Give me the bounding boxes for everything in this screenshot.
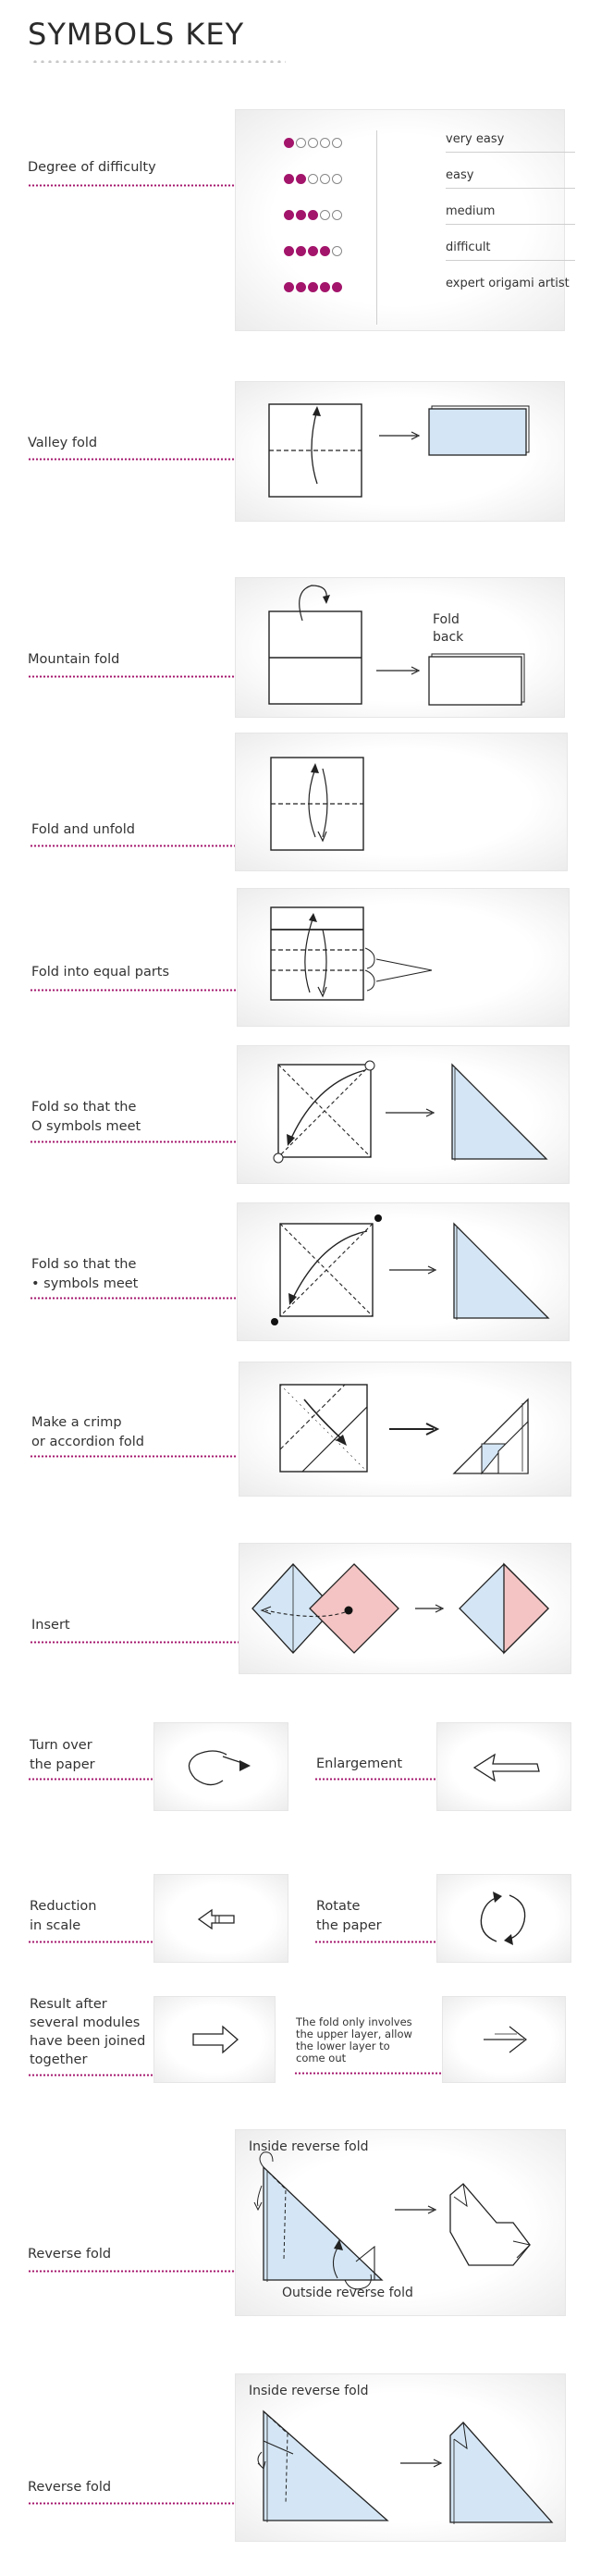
enlargement-label: Enlargement	[316, 1756, 403, 1771]
filled-dot-icon	[296, 210, 306, 220]
difficulty-row-rule	[446, 152, 575, 153]
turn-over-icon	[154, 1723, 288, 1810]
circle-meet-label-line1: Fold so that the	[31, 1100, 137, 1115]
dot-meet-diagram	[238, 1203, 569, 1340]
filled-dot-icon	[296, 246, 306, 256]
reverse-fold-1-underline	[28, 2270, 235, 2273]
result-label-line4: together	[30, 2052, 88, 2067]
difficulty-level-text: difficult	[446, 240, 491, 254]
crimp-underline	[30, 1455, 237, 1458]
filled-dot-icon	[320, 282, 330, 292]
insert-underline	[30, 1641, 239, 1644]
dot-meet-underline	[30, 1297, 237, 1300]
reduction-panel	[153, 1874, 288, 1963]
difficulty-row	[284, 277, 570, 295]
empty-dot-icon	[320, 138, 330, 148]
crimp-diagram	[239, 1362, 570, 1496]
difficulty-dots	[284, 170, 344, 188]
difficulty-row	[284, 168, 570, 187]
rotate-panel	[436, 1874, 571, 1963]
crimp-label-line2: or accordion fold	[31, 1435, 144, 1449]
difficulty-row	[284, 204, 570, 223]
circle-meet-panel	[237, 1045, 570, 1184]
difficulty-row-rule	[446, 224, 575, 225]
filled-dot-icon	[296, 174, 306, 184]
empty-dot-icon	[296, 138, 306, 148]
rotate-icon	[437, 1875, 570, 1962]
valley-fold-label: Valley fold	[28, 436, 98, 450]
filled-dot-icon	[308, 246, 318, 256]
empty-dot-icon	[332, 138, 342, 148]
reverse-fold-1-diagram	[236, 2130, 565, 2315]
mountain-fold-underline	[28, 675, 235, 678]
reduction-label-line1: Reduction	[30, 1899, 97, 1914]
crimp-label-line1: Make a crimp	[31, 1415, 122, 1430]
filled-dot-icon	[332, 282, 342, 292]
enlargement-panel	[436, 1722, 571, 1811]
result-panel	[153, 1996, 276, 2083]
upper-layer-icon	[443, 1997, 565, 2082]
empty-dot-icon	[332, 174, 342, 184]
turn-over-underline	[28, 1778, 153, 1781]
difficulty-level-text: easy	[446, 168, 474, 182]
fold-unfold-underline	[30, 844, 237, 847]
insert-label: Insert	[31, 1618, 70, 1633]
insert-diagram	[239, 1544, 570, 1673]
upper-layer-note-line2: the upper layer, allow	[296, 2028, 412, 2040]
filled-dot-icon	[296, 282, 306, 292]
upper-layer-note-line1: The fold only involves	[296, 2015, 412, 2028]
reduction-label-line2: in scale	[30, 1918, 81, 1933]
circle-meet-underline	[30, 1140, 237, 1143]
difficulty-dots	[284, 134, 344, 152]
fold-unfold-diagram	[236, 733, 567, 870]
mountain-fold-label: Mountain fold	[28, 652, 120, 667]
circle-meet-diagram	[238, 1046, 569, 1183]
upper-layer-underline	[294, 2072, 442, 2075]
valley-fold-panel	[235, 381, 565, 522]
turn-over-label-line1: Turn over	[30, 1738, 92, 1753]
dot-meet-panel	[237, 1202, 570, 1341]
difficulty-level-text: medium	[446, 204, 496, 218]
filled-dot-icon	[284, 282, 294, 292]
difficulty-row	[284, 240, 570, 259]
filled-dot-icon	[308, 282, 318, 292]
enlargement-underline	[314, 1778, 436, 1781]
dot-meet-label-line2: • symbols meet	[31, 1276, 139, 1291]
dot-meet-label-line1: Fold so that the	[31, 1257, 137, 1272]
outside-reverse-fold-caption: Outside reverse fold	[282, 2286, 413, 2300]
rotate-underline	[314, 1941, 436, 1943]
reduction-icon	[154, 1875, 288, 1962]
empty-dot-icon	[320, 210, 330, 220]
reverse-fold-2-diagram	[236, 2374, 565, 2541]
difficulty-label: Degree of difficulty	[28, 160, 156, 175]
difficulty-level-text: very easy	[446, 132, 505, 146]
upper-layer-note-line3: the lower layer to	[296, 2040, 390, 2052]
difficulty-level-text: expert origami artist	[446, 277, 570, 290]
turn-over-label-line2: the paper	[30, 1757, 95, 1772]
equal-parts-diagram	[238, 889, 569, 1026]
filled-dot-icon	[320, 246, 330, 256]
empty-dot-icon	[320, 174, 330, 184]
page-title: SYMBOLS KEY	[28, 17, 245, 52]
mountain-fold-diagram	[236, 578, 564, 717]
result-label-line1: Result after	[30, 1997, 107, 2012]
fold-back-note-line1: Fold	[433, 612, 460, 627]
fold-unfold-label: Fold and unfold	[31, 822, 136, 837]
equal-parts-panel	[237, 888, 570, 1027]
empty-dot-icon	[308, 174, 318, 184]
difficulty-row-rule	[446, 188, 575, 189]
crimp-panel	[239, 1362, 571, 1497]
reverse-fold-1-label: Reverse fold	[28, 2247, 112, 2262]
valley-fold-diagram	[236, 382, 564, 521]
filled-dot-icon	[284, 246, 294, 256]
circle-meet-label-line2: O symbols meet	[31, 1119, 141, 1134]
empty-dot-icon	[332, 210, 342, 220]
filled-dot-icon	[284, 174, 294, 184]
result-label-line3: have been joined	[30, 2034, 146, 2049]
turn-over-panel	[153, 1722, 288, 1811]
empty-dot-icon	[332, 246, 342, 256]
result-underline	[28, 2074, 153, 2077]
fold-back-note-line2: back	[433, 630, 464, 645]
inside-reverse-fold-caption-2: Inside reverse fold	[249, 2384, 369, 2398]
difficulty-row	[284, 132, 570, 151]
reduction-underline	[28, 1941, 153, 1943]
difficulty-dots	[284, 206, 344, 224]
reverse-fold-1-panel	[235, 2129, 566, 2316]
reverse-fold-2-panel	[235, 2373, 566, 2542]
enlargement-icon	[437, 1723, 570, 1810]
result-icon	[154, 1997, 275, 2082]
fold-unfold-panel	[235, 733, 568, 871]
upper-layer-panel	[442, 1996, 566, 2083]
difficulty-underline	[28, 184, 235, 187]
upper-layer-note-line4: come out	[296, 2052, 347, 2064]
filled-dot-icon	[308, 210, 318, 220]
reverse-fold-2-label: Reverse fold	[28, 2480, 112, 2495]
empty-dot-icon	[308, 138, 318, 148]
difficulty-divider	[376, 130, 377, 325]
title-divider	[31, 59, 286, 63]
equal-parts-label: Fold into equal parts	[31, 965, 170, 980]
equal-parts-underline	[30, 989, 237, 992]
difficulty-dots	[284, 278, 344, 296]
inside-reverse-fold-caption-1: Inside reverse fold	[249, 2139, 369, 2154]
mountain-fold-panel	[235, 577, 565, 718]
insert-panel	[239, 1543, 571, 1674]
difficulty-panel	[235, 109, 570, 331]
filled-dot-icon	[284, 210, 294, 220]
filled-dot-icon	[284, 138, 294, 148]
difficulty-dots	[284, 242, 344, 260]
difficulty-row-rule	[446, 260, 575, 261]
reverse-fold-2-underline	[28, 2502, 235, 2505]
rotate-label-line1: Rotate	[316, 1899, 361, 1914]
rotate-label-line2: the paper	[316, 1918, 382, 1933]
valley-fold-underline	[28, 458, 235, 461]
result-label-line2: several modules	[30, 2015, 141, 2030]
